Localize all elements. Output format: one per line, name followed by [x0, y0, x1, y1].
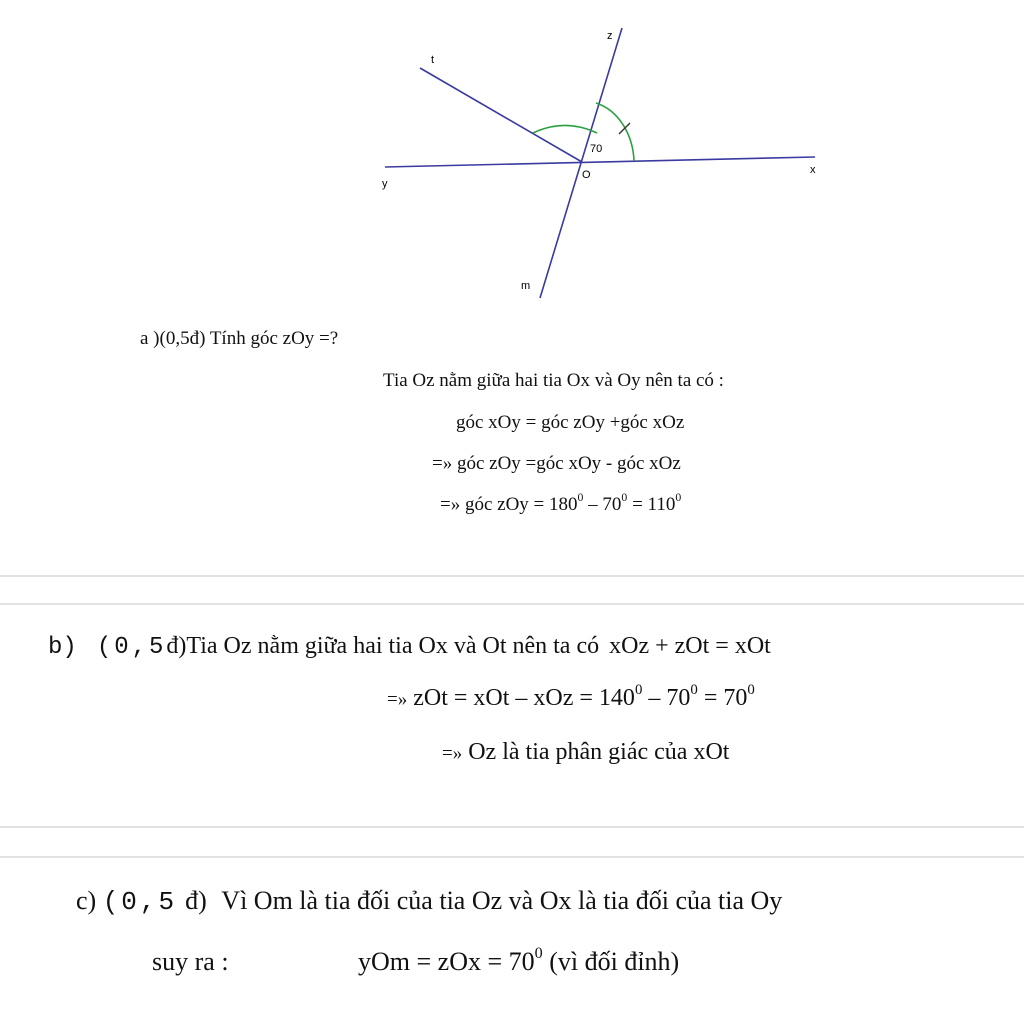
- eq-mid: – 70: [642, 685, 691, 711]
- divider-1: [0, 575, 1024, 577]
- eq-lhs: yOm = zOx = 70: [358, 947, 535, 976]
- label-x: x: [810, 164, 816, 176]
- part-b-conclusion: Oz là tia phân giác của xOt: [468, 739, 730, 765]
- part-b-line2: [387, 681, 755, 712]
- degree-exp: 0: [577, 491, 584, 505]
- label-t: t: [431, 54, 435, 66]
- implies-symbol: =»: [442, 743, 463, 764]
- part-a-line2: góc xOy = góc zOy +góc xOz: [456, 412, 685, 433]
- eq-result: = 70: [697, 685, 748, 711]
- arc-zot: [533, 125, 597, 133]
- label-y: y: [382, 178, 388, 190]
- part-c-label: c): [76, 886, 97, 915]
- implies-symbol: =»: [387, 689, 408, 710]
- arc-tick: [619, 123, 630, 134]
- angle-diagram: [0, 0, 1024, 320]
- degree-exp: 0: [534, 944, 543, 962]
- part-c-line1: [76, 886, 782, 917]
- ray-ot: [420, 68, 582, 162]
- divider-4: [0, 856, 1024, 858]
- part-a-line4: [440, 491, 682, 516]
- degree-exp: 0: [675, 491, 682, 505]
- part-c-line2: [358, 944, 680, 977]
- eq-lhs: zOt = xOt – xOz = 140: [413, 685, 635, 711]
- eq-result: = 110: [627, 494, 676, 515]
- implies-symbol: =»: [432, 453, 453, 474]
- part-a-heading: a )(0,5đ) Tính góc zOy =?: [140, 328, 339, 349]
- divider-2: [0, 603, 1024, 605]
- degree-exp: 0: [690, 681, 698, 698]
- eq-mid: – 70: [583, 494, 622, 515]
- part-a-line1: Tia Oz nằm giữa hai tia Ox và Oy nên ta có :: [383, 370, 724, 391]
- eq-lhs: góc zOy = 180: [464, 494, 578, 515]
- part-b-text: Tia Oz nằm giữa hai tia Ox và Ot nên ta có: [186, 633, 600, 659]
- part-a-line3: [432, 453, 681, 475]
- label-o: O: [582, 169, 591, 181]
- label-z: z: [607, 30, 613, 42]
- part-c-points: (0,5: [102, 887, 178, 917]
- degree-exp: 0: [747, 681, 755, 698]
- part-b-label: b): [48, 634, 77, 661]
- part-b-expr: xOz + zOt = xOt: [609, 633, 771, 659]
- part-b-line3: [442, 739, 729, 766]
- degree-exp: 0: [634, 681, 643, 698]
- part-c-line2-label: suy ra :: [152, 947, 229, 976]
- part-c-text: Vì Om là tia đối của tia Oz và Ox là tia đối của tia Oy: [221, 886, 783, 915]
- part-b-points: (0,5: [96, 634, 167, 661]
- label-m: m: [521, 280, 531, 292]
- part-c-unit: đ): [185, 886, 207, 915]
- degree-exp: 0: [621, 491, 628, 505]
- part-b-line1: [48, 633, 771, 661]
- line-yx: [385, 157, 815, 167]
- implies-symbol: =»: [440, 494, 461, 515]
- divider-3: [0, 826, 1024, 828]
- label-angle-70: 70: [590, 143, 603, 155]
- part-b-unit: đ): [166, 633, 187, 659]
- part-c-reason: (vì đối đỉnh): [542, 947, 680, 976]
- part-a-line3-text: góc zOy =góc xOy - góc xOz: [456, 453, 681, 474]
